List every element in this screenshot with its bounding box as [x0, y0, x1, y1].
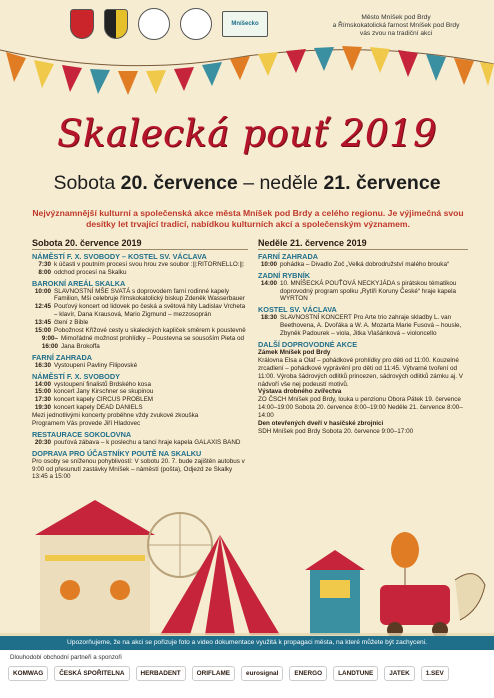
program-item	[32, 288, 248, 304]
program-text: 10. MNÍŠECKÁ POUŤOVÁ NECKYJÁDA s pirátskou tématikou doprovodný program spolku „Rytíři Koruny České“ hraje kapela WYRTON	[280, 279, 457, 303]
program-text: k účasti v poutním procesí svou hrou zve soubor :||:RITORNELLO:||:	[54, 260, 245, 268]
program-time: 13:45	[34, 319, 51, 327]
program-text: Pobožnost Křížové cesty u skaleckých kapliček směrem k poustevně	[54, 327, 246, 335]
partner-logo: LANDTUNE	[333, 666, 378, 681]
program-item	[258, 428, 468, 436]
carousel-icon	[35, 500, 155, 635]
mnisecko-logo	[222, 11, 268, 37]
balloon-icon	[391, 532, 419, 585]
section-title: DOPRAVA PRO ÚČASTNÍKY POUTĚ NA SKALKU	[32, 448, 202, 458]
program-item	[32, 388, 248, 396]
program-item	[32, 381, 248, 389]
program-time: 7:30	[38, 260, 51, 268]
program-text: Pouťový koncert od lidovek po česká a světová hity Ladislav Vrcheta – klavír, Dana Krausová, Mario Zigmund – mezzosoprán	[54, 303, 246, 319]
program-item	[32, 335, 248, 351]
circus-tent-icon	[160, 535, 280, 635]
bunting-decoration	[0, 42, 494, 112]
program-text: Vystoupení Pavliny Filipovské	[54, 361, 138, 369]
partner-logo: JATEK	[384, 666, 414, 681]
region-crest-icon	[104, 9, 128, 39]
partners-section	[0, 650, 494, 698]
photo-warning: Upozorňujeme, že na akci se pořizuje foto a video dokumentace využitá k propagaci města, na které můžete být zachyceni.	[0, 636, 494, 650]
program-text: Mimořádné možnost prohlídky – Poustevna se sousoším Pieta od Jana Brokoffa	[61, 334, 245, 350]
program-time: 18:30	[260, 314, 277, 322]
program-text: koncert Jany Kirschner se skupinou	[54, 388, 154, 396]
program-text: Pro osoby se sníženou pohyblivostí: V sobotu 20. 7. bude zajištěn autobus v 9:00 od přesunutí zastávky Mníšek – náměstí (pošta), Odjezd ze Skalky 13:45 a 15:00	[32, 457, 245, 481]
program-text: Královna Elsa a Olaf – pohádkové prohlídky pro děti od 11:00. Kouzelné zrcadlení – pohádkové vyprávění pro děti od 11:45. Výtvarné tvoření od 11:00. Výroba šádrových odlitků princezen, sádrových odlitků zámku aj. V nádvoří vše nej podeustí motivů.	[258, 356, 463, 388]
section-title: DALŠÍ DOPROVODNÉ AKCE	[258, 339, 358, 349]
sunday-program	[258, 240, 468, 436]
program-time: 14:00	[34, 380, 51, 388]
event-title: Skalecká pouť 2019	[56, 112, 438, 155]
date-start: 20. července	[120, 172, 238, 194]
program-time: 9:00–16:00	[41, 334, 58, 350]
program-time: 17:30	[34, 396, 51, 404]
city-crest-icon	[70, 9, 94, 39]
program-item	[32, 458, 248, 482]
program-item	[32, 439, 248, 447]
program-text: ZO ČSCH Mníšek pod Brdy, louka u penzionu Obora Pátek 19. července 14:00–19:00 Sobota 20. července 8:00–19:00 Neděle 21. července 8:00–14:00	[258, 396, 463, 420]
program-item	[32, 396, 248, 404]
partner-logo: HERBADENT	[136, 666, 186, 681]
saturday-program	[32, 240, 248, 481]
host-text	[316, 14, 476, 39]
host-line: Město Mníšek pod Brdy	[361, 14, 431, 21]
intro-text: Nejvýznamnější kulturní a společenská akce města Mníšek pod Brdy a celého regionu. Je výjimečná svou desítky let trvající tradicí, nabídkou kulturních akcí a společenským významem.	[32, 208, 464, 229]
date-separator: – neděle	[237, 172, 324, 194]
program-text: pouťová zábava – k poslechu a tanci hraje kapela GALAXIS BAND	[54, 438, 241, 446]
partner-logo: ORIFLAME	[192, 666, 235, 681]
sunday-heading: Neděle 21. července 2019	[258, 240, 468, 250]
program-text: pohádka – Divadlo Zoč „Velká dobrodružství malého brouka“	[280, 260, 450, 268]
program-text: SLAVNOSTNÍ KONCERT Pro Arte trio zahraje skladby L. van Beethovena, A. Dvořáka a W. A. Mozarta Marie Fusová – housle, Zbyněk Padourek – viola, Jitka Vlašánková – violoncello	[280, 314, 462, 338]
section-title: RESTAURACE SOKOLOVNA	[32, 429, 132, 439]
fairground-illustration	[0, 495, 494, 650]
program-text: vystoupení finalistů Brdského kosa	[54, 380, 151, 388]
program-item	[32, 412, 248, 420]
partner-logos	[8, 666, 449, 681]
partner-logo: ČESKÁ SPOŘITELNA	[54, 666, 129, 681]
partner-logo: ENERGO	[289, 666, 327, 681]
program-item	[32, 404, 248, 412]
program-item	[258, 420, 468, 428]
program-item	[258, 280, 468, 304]
partners-label: Dlouhodobí obchodní partneři a sponzoři	[10, 654, 122, 661]
section-title: NÁMĚSTÍ F. X. SVOBODY	[32, 371, 120, 381]
saturday-heading: Sobota 20. července 2019	[32, 240, 248, 250]
section-title: FARNÍ ZAHRADA	[32, 352, 92, 362]
event-dates	[0, 172, 494, 195]
program-time: 15:00	[34, 388, 51, 396]
section-title: NÁMĚSTÍ F. X. SVOBODY – KOSTEL SV. VÁCLAVA	[32, 251, 207, 261]
date-end: 21. července	[323, 172, 441, 194]
program-text: čtení z Bible	[54, 319, 89, 327]
program-time: 20:30	[34, 438, 51, 446]
program-time: 12:45	[34, 303, 51, 311]
program-text: odchod procesí na Skalku	[54, 268, 127, 276]
program-item	[32, 420, 248, 428]
date-prefix: Sobota	[53, 172, 121, 194]
partner-logo: eurosignal	[241, 666, 283, 681]
section-title: BAROKNÍ AREÁL SKALKA	[32, 278, 126, 288]
section-title: FARNÍ ZAHRADA	[258, 251, 318, 261]
ticket-booth-icon	[305, 550, 365, 635]
program-item	[258, 349, 468, 357]
program-item	[32, 303, 248, 319]
host-line: a Římskokatolická farnost Mníšek pod Brdy	[332, 22, 460, 30]
program-time: 15:00	[34, 327, 51, 335]
program-text: Den otevřených dveří v hasičské zbrojnici	[258, 420, 384, 428]
program-time: 14:00	[260, 279, 277, 287]
program-time: 19:30	[34, 404, 51, 412]
mnisecko-logo-text: Mníšecko	[231, 21, 259, 27]
program-text: Zámek Mníšek pod Brdy	[258, 348, 331, 356]
parish-seal-icon	[138, 8, 170, 40]
program-item	[258, 396, 468, 420]
program-item	[32, 319, 248, 327]
program-item	[258, 261, 468, 269]
horse-carriage-icon	[380, 574, 485, 638]
program-text: Výstava drobného zvířectva	[258, 388, 342, 396]
program-item	[258, 357, 468, 389]
program-time: 16:30	[34, 361, 51, 369]
program-time: 10:00	[34, 287, 51, 295]
program-time: 8:00	[38, 268, 51, 276]
program-item	[32, 362, 248, 370]
host-line: vás zvou na tradiční akci	[359, 30, 433, 38]
program-text: Mezi jednotlivými koncerty proběhne vždy zvukové zkouška	[32, 412, 199, 420]
program-text: SLAVNOSTNÍ MŠE SVATÁ s doprovodem farní rodinné kapely Familion, Mši celebruje římskokatolický biskup Zdeněk Wasserbauer	[54, 287, 245, 303]
program-text: koncert kapely CIRCUS PROBLEM	[54, 396, 154, 404]
program-text: Programem Vás provede Jiří Hladovec	[32, 420, 141, 428]
partner-logo: KOMWAG	[8, 666, 48, 681]
program-item	[32, 269, 248, 277]
section-title: ZADNÍ RYBNÍK	[258, 270, 311, 280]
program-text: koncert kapely DEAD DANIELS	[54, 404, 143, 412]
program-time: 10:00	[260, 260, 277, 268]
program-text: SDH Mníšek pod Brdy Sobota 20. července 9:00–17:00	[258, 427, 414, 435]
town-seal-icon	[180, 8, 212, 40]
partner-logo: 1.SEV	[421, 666, 449, 681]
section-title: KOSTEL SV. VÁCLAVA	[258, 305, 337, 315]
program-item	[32, 327, 248, 335]
logo-bar	[70, 8, 268, 40]
program-item	[32, 261, 248, 269]
program-item	[258, 314, 468, 338]
